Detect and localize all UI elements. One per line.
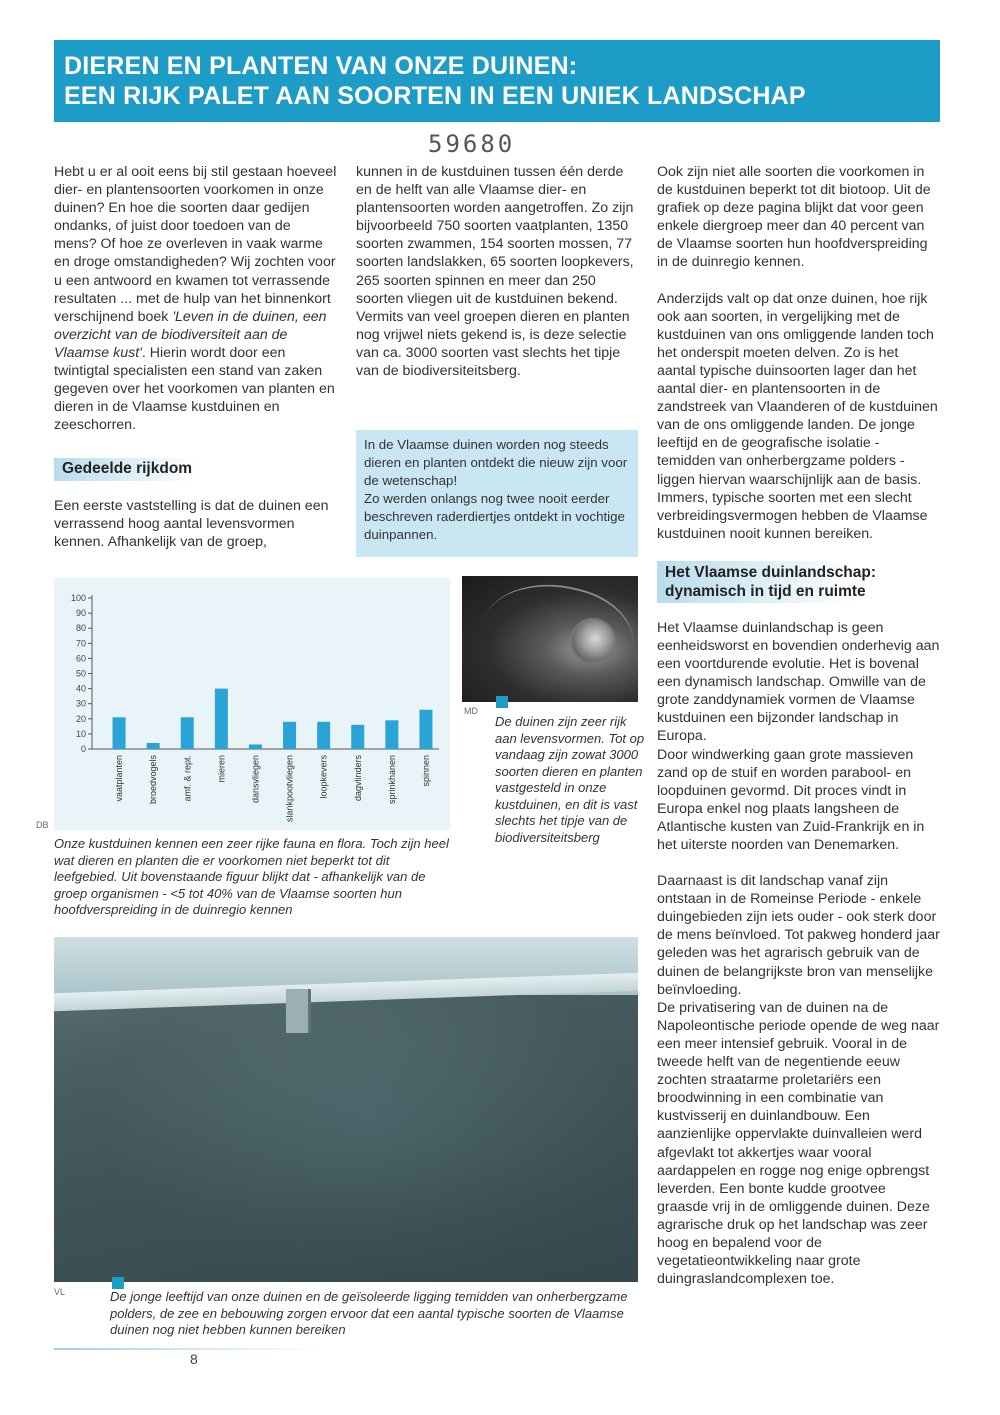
aerial-caption: De jonge leeftijd van onze duinen en de geïsoleerde ligging temidden van onherbergzame polders, de zee en bebouwing zorgen ervoor dat een aantal typische soorten de Vlaamse duinen nog niet hebben kunnen bereiken <box>110 1289 628 1337</box>
title-line-2: EEN RIJK PALET AAN SOORTEN IN EEN UNIEK LANDSCHAP <box>64 82 806 110</box>
y-tick-label: 10 <box>75 728 86 739</box>
x-tick-label: broedvogels <box>148 755 159 805</box>
y-tick-label: 80 <box>75 623 86 634</box>
x-tick-label: dagvlinders <box>352 755 363 802</box>
bar-mieren <box>215 689 228 749</box>
bar-spinnen <box>419 710 432 749</box>
y-tick-label: 90 <box>75 608 86 619</box>
chart-caption: Onze kustduinen kennen een zeer rijke fauna en flora. Toch zijn heel wat dieren en planten die er voorkomen niet beperkt tot dit leefgebied. Uit bovenstaande figuur blijkt dat - afhankelijk van de groep organismen - <5 tot 40% van de Vlaamse soorten hun hoofdverspreiding in de duinregio kennen <box>54 836 449 917</box>
bar-slankpootvliegen <box>283 722 296 749</box>
paragraph: De privatisering van de duinen na de Napoleontische periode opende de weg naar een meer intensief gebruik. Vooral in de tweede helft van de negentiende eeuw zochten straatarme proletariërs een broodwinning in een combinatie van kustvisserij en duinlandbouw. Een aanzienlijke oppervlakte duinvalleien werd afgevlakt tot akkertjes waar vooral aardappelen en rogge nog enige opbrengst leverden. Een bonte kudde grootvee graasde vrij in de omliggende duinen. Deze agrarische druk op het landschap was zeer hoog en bepalend voor de vegetatieontwikkeling naar grote duingraslandcomplexen toe. <box>657 999 940 1288</box>
paragraph: Het Vlaamse duinlandschap is geen eenheidsworst en bovendien onderhevig aan een voortdurende evolutie. Het is bovenal een dynamisch landschap. Omwille van de grote zanddynamiek vormen de Vlaamse kustduinen een bijzonder landschap in Europa. <box>657 619 940 745</box>
footer-rule <box>54 1348 324 1350</box>
x-tick-label: loopkevers <box>318 755 329 799</box>
x-tick-label: slankpootvliegen <box>284 755 295 823</box>
caption-marker <box>112 1277 124 1289</box>
snail-photo <box>462 576 638 702</box>
y-tick-label: 20 <box>75 713 86 724</box>
intro-text: Hebt u er al ooit eens bij stil gestaan hoeveel dier- en plantensoorten voorkomen in onze duinen? En hoe die soorten daar gedijen ondanks, of juist door toedoen van de mens? Of hoe ze overleven in vaak warme en droge omstandigheden? Wij zochten voor u een antwoord en kwamen tot verrassende resultaten ... met de hulp van het binnenkort verschijnend boek <box>54 164 337 325</box>
y-tick-label: 40 <box>75 683 86 694</box>
x-tick-label: mieren <box>216 755 227 783</box>
intro-text-end: . Hierin wordt door een twintigtal specialisten een stand van zaken gegeven over het voorkomen van planten en dieren in de Vlaamse kustduinen en zeeschorren. <box>54 344 335 434</box>
bar-chart <box>54 578 450 830</box>
page-number: 8 <box>190 1351 198 1367</box>
y-tick-label: 60 <box>75 653 86 664</box>
snail-photo-credit: MD <box>464 706 478 716</box>
caption-marker <box>496 696 508 708</box>
x-tick-label: dansvliegen <box>250 755 261 804</box>
paragraph: Een eerste vaststelling is dat de duinen een verrassend hoog aantal levensvormen kennen. Afhankelijk van de groep, <box>54 497 329 550</box>
aerial-photo-credit: VL <box>54 1287 66 1297</box>
aerial-photo <box>54 937 638 1282</box>
bar-dagvlinders <box>351 725 364 749</box>
bar-chart-panel <box>54 578 450 830</box>
bar-dansvliegen <box>249 744 262 749</box>
callout-box <box>356 430 638 557</box>
paragraph: kunnen in de kustduinen tussen één derde en de helft van alle Vlaamse dier- en plantensoorten worden aangetroffen. Zo zijn bijvoorbeeld 750 soorten vaatplanten, 1350 soorten zwammen, 154 soorten mossen, 77 soorten landslakken, 65 soorten loopkevers, 265 soorten spinnen en meer dan 250 soorten vliegen uit de kustduinen bekend. Vermits van veel groepen dieren en planten nog vrijwel niets gekend is, is deze selectie van ca. 3000 soorten vast slechts het tipje van de biodiversiteitsberg. <box>356 164 634 380</box>
x-tick-label: vaatplanten <box>114 755 125 802</box>
paragraph: Door windwerking gaan grote massieven zand op de stuif en worden parabool- en loopduinen gevormd. Dit proces vindt in Europa enkel nog plaats langsheen de Atlantische kusten van Zuid-Frankrijk en in het uiterste noorden van Denemarken. <box>657 746 925 853</box>
paragraph: Ook zijn niet alle soorten die voorkomen in de kustduinen beperkt tot dit biotoop. Uit de grafiek op deze pagina blijkt dat voor geen enkele diergroep meer dan 40 percent van de Vlaamse soorten hun hoofdverspreiding in de duinregio kennen. <box>657 164 931 271</box>
column-1 <box>54 163 337 569</box>
section-heading-duinlandschap: Het Vlaamse duinlandschap: dynamisch in tijd en ruimte <box>657 561 940 603</box>
callout-line-2: Zo werden onlangs nog twee nooit eerder beschreven raderdiertjes ontdekt in vochtige duinpannen. <box>364 491 625 542</box>
bar-sprinkhanen <box>385 720 398 749</box>
column-2 <box>356 163 640 398</box>
snail-shell <box>570 618 616 664</box>
snail-caption: De duinen zijn zeer rijk aan levensvormen. Tot op vandaag zijn zowat 3000 soorten dieren en planten vastgesteld in onze kustduinen, en dit is vast slechts het tipje van de biodiversiteitsberg <box>495 714 645 845</box>
bar-broedvogels <box>147 743 160 749</box>
chart-credit: DB <box>36 820 49 830</box>
apartment-tower <box>286 989 311 1033</box>
intro-paragraph <box>54 163 337 434</box>
bar-amf-rept- <box>181 717 194 749</box>
x-tick-label: spinnen <box>420 755 431 787</box>
y-tick-label: 0 <box>80 744 86 754</box>
callout-line-1: In de Vlaamse duinen worden nog steeds dieren en planten ontdekt die nieuw zijn voor de wetenschap! <box>364 437 628 488</box>
title-banner <box>54 40 940 122</box>
bar-vaatplanten <box>113 717 126 749</box>
x-tick-label: sprinkhanen <box>386 755 397 805</box>
section-heading-gedeelde-rijkdom: Gedeelde rijkdom <box>54 458 198 480</box>
paragraph: Daarnaast is dit landschap vanaf zijn ontstaan in de Romeinse Periode - enkele duingebieden zijn iets ouder - ook sterk door de mens beïnvloed. Tot pakweg honderd jaar geleden was het agrarisch gebruik van de duinen de belangrijkste bron van menselijke beïnvloeding. <box>657 873 940 998</box>
y-tick-label: 70 <box>75 638 86 649</box>
book-title: 'Leven in de duinen, een overzicht van de biodiversiteit aan de Vlaamse kust' <box>54 308 327 361</box>
title-line-1: DIEREN EN PLANTEN VAN ONZE DUINEN: <box>64 52 578 80</box>
y-tick-label: 100 <box>70 593 86 603</box>
document-number: 59680 <box>428 130 516 158</box>
x-tick-label: amf. & rept. <box>182 755 193 802</box>
y-tick-label: 50 <box>75 668 86 679</box>
y-tick-label: 30 <box>75 698 86 709</box>
paragraph: Anderzijds valt op dat onze duinen, hoe rijk ook aan soorten, in vergelijking met de kustduinen van ons omliggende landen toch het onderspit moeten delven. Zo is het aantal typische duinsoorten lager dan het aantal dier- en plantensoorten in de zandstreek van Vlaanderen of de kustduinen van de ons omliggende landen. De jonge leeftijd en de geografische isolatie - temidden van onherbergzame polders - liggen hiervan waarschijnlijk aan de basis. Immers, typische soorten met een slecht verbreidingsvermogen hebben de Vlaamse kustduinen nooit kunnen bereiken. <box>657 290 938 542</box>
column-3 <box>657 163 940 1306</box>
bar-loopkevers <box>317 722 330 749</box>
